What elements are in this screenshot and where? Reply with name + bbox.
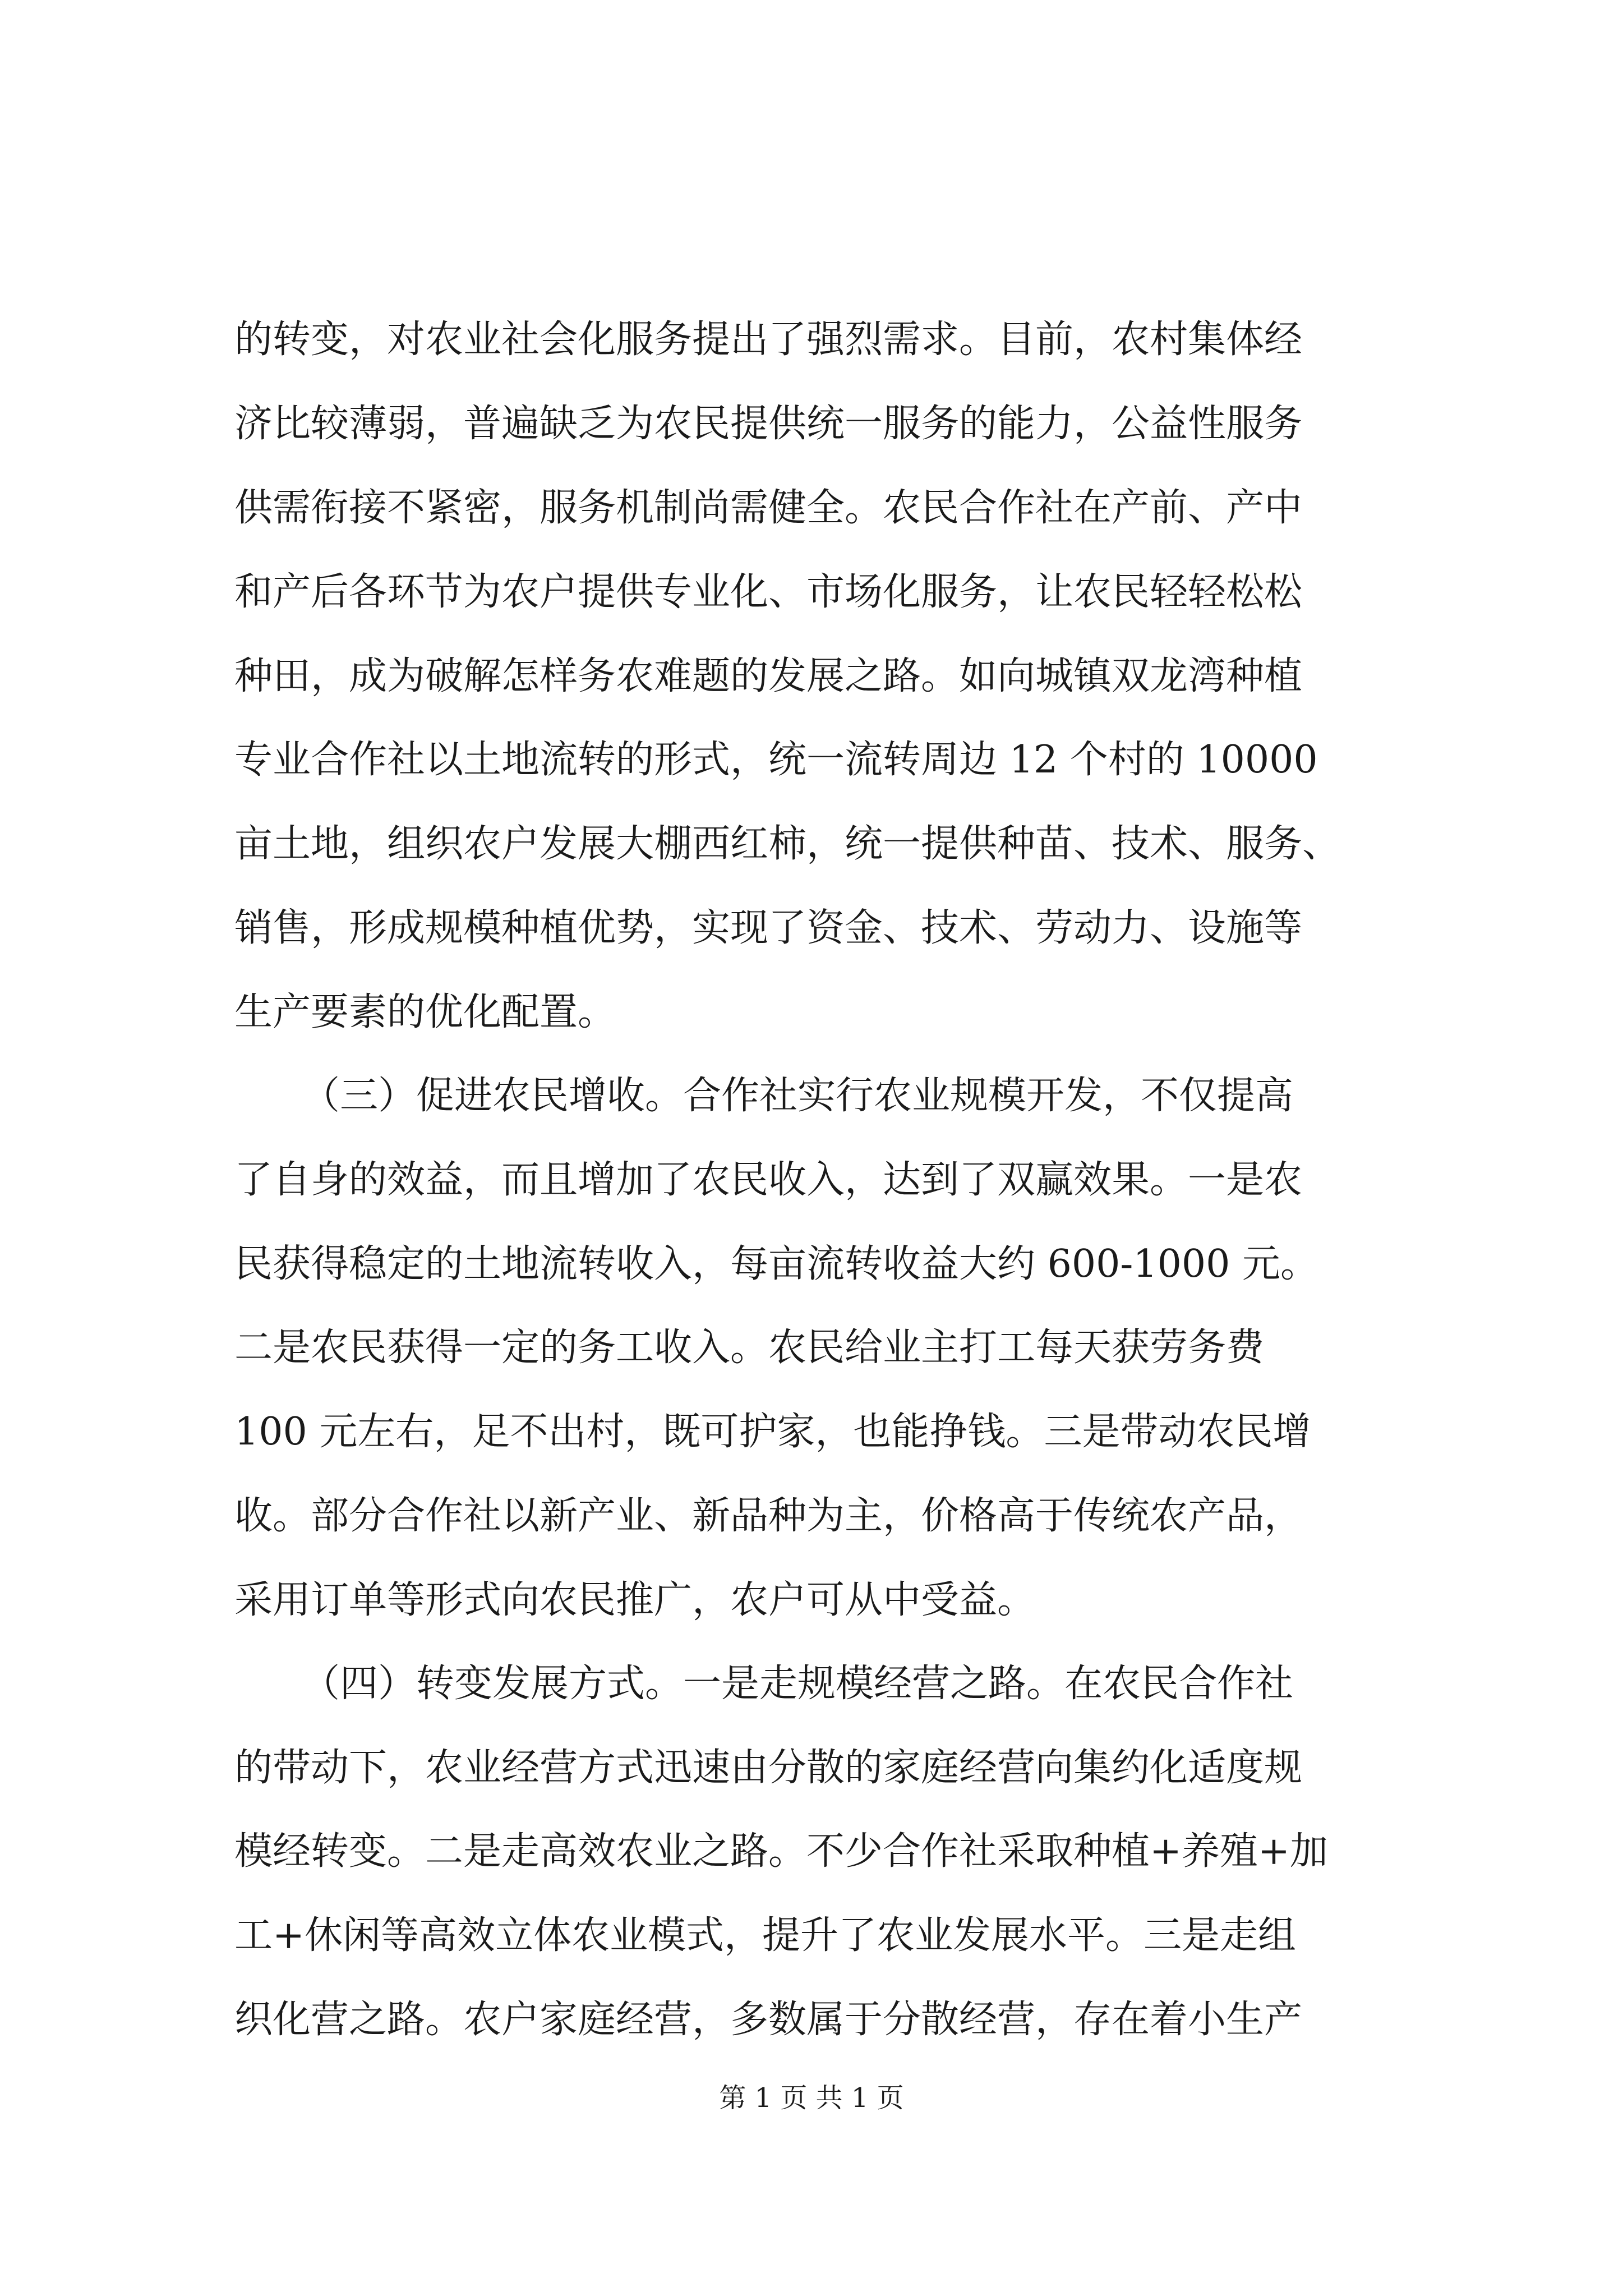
text-line: 济比较薄弱，普遍缺乏为农民提供统一服务的能力，公益性服务: [234, 402, 1303, 446]
text-line: 专业合作社以土地流转的形式，统一流转周边 12 个村的 10000: [234, 738, 1318, 782]
text-line: 的转变，对农业社会化服务提出了强烈需求。目前，农村集体经: [234, 318, 1303, 362]
text-line: 销售，形成规模种植优势，实现了资金、技术、劳动力、设施等: [234, 906, 1303, 950]
text-line: 的带动下，农业经营方式迅速由分散的家庭经营向集约化适度规: [234, 1746, 1303, 1790]
text-line: 了自身的效益，而且增加了农民收入，达到了双赢效果。一是农: [234, 1158, 1303, 1202]
text-line: 供需衔接不紧密，服务机制尚需健全。农民合作社在产前、产中: [234, 486, 1303, 530]
text-line: 采用订单等形式向农民推广，农户可从中受益。: [234, 1578, 1036, 1622]
text-line: 和产后各环节为农户提供专业化、市场化服务，让农民轻轻松松: [234, 570, 1303, 614]
text-line: 生产要素的优化配置。: [234, 990, 616, 1034]
text-line: 收。部分合作社以新产业、新品种为主，价格高于传统农产品，: [234, 1494, 1303, 1538]
text-line: 模经转变。二是走高效农业之路。不少合作社采取种植+养殖+加: [234, 1829, 1328, 1874]
text-line: 二是农民获得一定的务工收入。农民给业主打工每天获劳务费: [234, 1326, 1265, 1370]
paragraph-heading-line: （三）促进农民增收。合作社实行农业规模开发，不仅提高: [302, 1074, 1294, 1118]
page-number-footer: 第 1 页 共 1 页: [719, 2082, 904, 2114]
text-line: 织化营之路。农户家庭经营，多数属于分散经营，存在着小生产: [234, 1998, 1303, 2042]
text-line: 种田，成为破解怎样务农难题的发展之路。如向城镇双龙湾种植: [234, 654, 1303, 698]
text-line: 亩土地，组织农户发展大棚西红柿，统一提供种苗、技术、服务、: [234, 822, 1341, 866]
text-line: 民获得稳定的土地流转收入，每亩流转收益大约 600-1000 元。: [234, 1242, 1319, 1286]
text-line: 工+休闲等高效立体农业模式，提升了农业发展水平。三是走组: [234, 1913, 1296, 1958]
text-line: 100 元左右，足不出村，既可护家，也能挣钱。三是带动农民增: [234, 1410, 1311, 1454]
paragraph-heading-line: （四）转变发展方式。一是走规模经营之路。在农民合作社: [302, 1662, 1294, 1706]
